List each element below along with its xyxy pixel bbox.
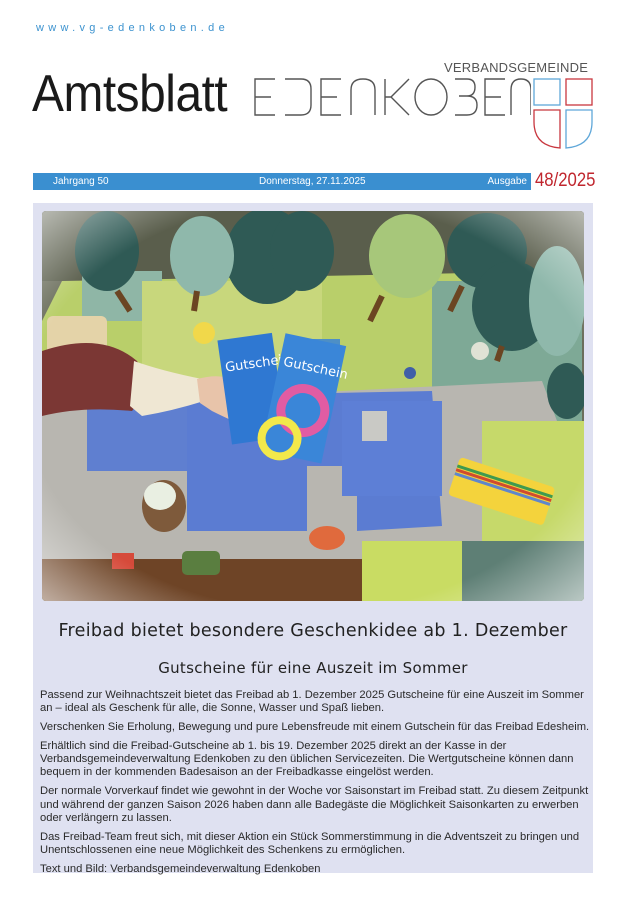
article-headline: Freibad bietet besondere Geschenkidee ab 1. Dezember: [58, 621, 568, 641]
website-url[interactable]: www.vg-edenkoben.de: [36, 22, 229, 34]
article-body: [40, 689, 590, 882]
publication-title: Amtsblatt: [32, 65, 228, 123]
edenkoben-logotype: [253, 78, 531, 116]
article-paragraph: Verschenken Sie Erholung, Bewegung und pure Lebensfreude mit einem Gutschein für das Freibad Edesheim.: [40, 721, 590, 734]
issue-number: 48/2025: [535, 170, 596, 191]
article-paragraph: Passend zur Weihnachtszeit bietet das Freibad ab 1. Dezember 2025 Gutscheine für eine Auszeit im Sommer an – ideal als Geschenk für alle, die Sonne, Wasser und Spaß lieben.: [40, 689, 584, 715]
crest-logo-icon: [533, 78, 593, 150]
article-credit: Text und Bild: Verbandsgemeindeverwaltung Edenkoben: [40, 862, 321, 875]
issue-date: Donnerstag, 27.11.2025: [259, 176, 366, 187]
volume-label: Jahrgang 50: [53, 176, 109, 187]
article-subheadline: Gutscheine für eine Auszeit im Sommer: [158, 659, 468, 677]
brand-label-verbandsgemeinde: VERBANDSGEMEINDE: [444, 60, 589, 75]
article-paragraph: Erhältlich sind die Freibad-Gutscheine ab 1. bis 19. Dezember 2025 direkt an der Kasse in der Verbandsgemeindeverwaltung Edenkoben zu den üblichen Servicezeiten. Die Wertgutscheine können dann bequem in der kommenden Badesaison an der Freibadkasse eingelöst werden.: [40, 739, 574, 779]
article-photo: [42, 211, 584, 601]
issue-info-band: [33, 173, 531, 190]
article-paragraph: Der normale Vorverkauf findet wie gewohnt in der Woche vor Saisonstart im Freibad statt. Zu diesem Zeitpunkt und während der ganzen Saison 2026 haben dann alle Badegäste die Möglichkeit Saisonkarten zu erwerben oder verlängern zu lassen.: [40, 785, 589, 824]
article-box: [33, 203, 593, 873]
issue-label: Ausgabe: [487, 176, 527, 187]
article-paragraph: Das Freibad-Team freut sich, mit dieser Aktion ein Stück Sommerstimmung in die Adventszeit zu bringen und Unentschlossenen eine neue Möglichkeit des Schenkens zu ermöglichen.: [40, 830, 580, 856]
